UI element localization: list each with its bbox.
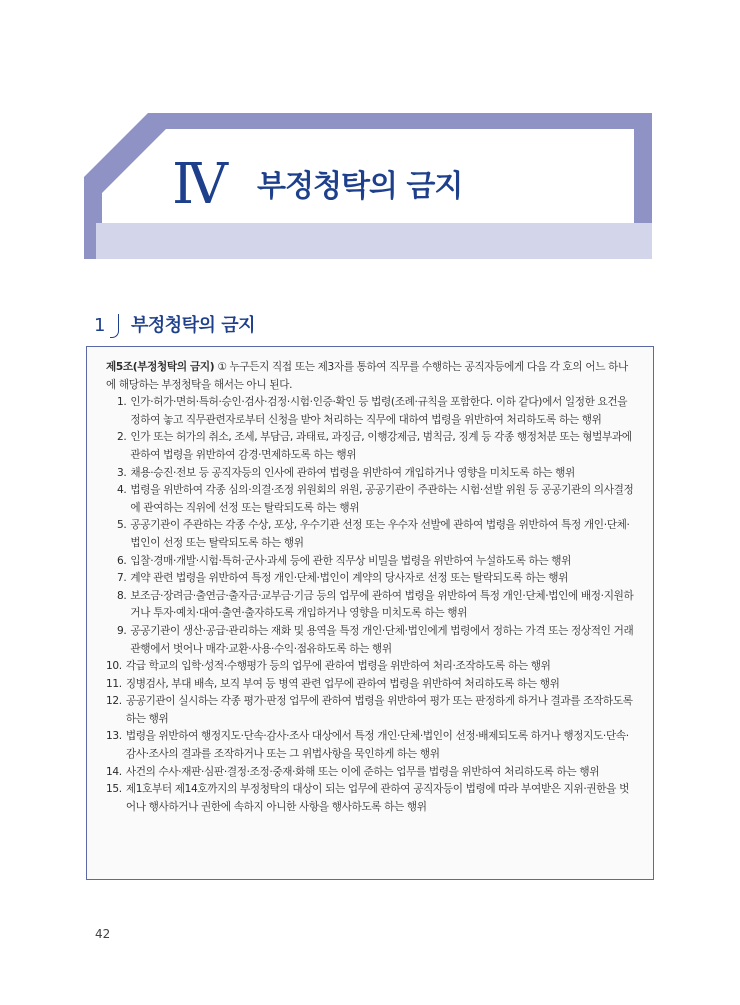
article-intro [106, 359, 637, 394]
article-item-text: 공공기관이 주관하는 각종 수상, 포상, 우수기관 선정 또는 우수자 선발에 관하여 법령을 위반하여 특정 개인·단체·법인이 선정 또는 탈락되도록 하는 행위 [130, 519, 630, 549]
section-number-bracket [110, 314, 119, 338]
article-item-number: 2. [117, 431, 127, 444]
article-item [106, 693, 637, 728]
banner-light-band [96, 223, 652, 259]
chapter-title: 부정청탁의 금지 [257, 169, 463, 204]
article-item-text: 사건의 수사·재판·심판·결정·조정·중재·화해 또는 이에 준하는 업무를 법령을 위반하여 처리하도록 하는 행위 [125, 765, 600, 778]
article-item-number: 13. [106, 730, 122, 743]
article-item-text: 인가 또는 허가의 취소, 조세, 부담금, 과태료, 과징금, 이행강제금, 범칙금, 징계 등 각종 행정처분 또는 형벌부과에 관하여 법령을 위반하여 감경·면제하도록 하는 행위 [130, 431, 632, 461]
article-item-number: 5. [117, 519, 127, 532]
article-item-number: 12. [106, 695, 122, 708]
article-item-text: 각급 학교의 입학·성적·수행평가 등의 업무에 관하여 법령을 위반하여 처리·조작하도록 하는 행위 [125, 660, 551, 673]
article-item-text: 법령을 위반하여 행정지도·단속·감사·조사 대상에서 특정 개인·단체·법인이 선정·배제되도록 하거나 행정지도·단속·감사·조사의 결과를 조작하거나 또는 그 위법사항을 묵인하게 하는 행위 [125, 730, 629, 761]
article-item [106, 623, 637, 658]
article-item-list [106, 394, 637, 816]
article-item-text: 공공기관이 생산·공급·관리하는 재화 및 용역을 특정 개인·단체·법인에게 법령에서 정하는 가격 또는 정상적인 거래관행에서 벗어나 매각·교환·사용·수익·점유하도록 하는 행위 [130, 624, 634, 655]
article-intro-text: ① 누구든지 직접 또는 제3자를 통하여 직무를 수행하는 공직자등에게 다음 각 호의 어느 하나에 해당하는 부정청탁을 해서는 아니 된다. [106, 361, 628, 391]
article-item-number: 10. [106, 660, 122, 673]
article-item [106, 517, 637, 552]
article-item-number: 11. [106, 677, 122, 690]
article-item-number: 4. [117, 484, 127, 497]
article-item-text: 채용·승진·전보 등 공직자등의 인사에 관하여 법령을 위반하여 개입하거나 영향을 미치도록 하는 행위 [130, 466, 575, 479]
article-item-text: 인가·허가·면허·특허·승인·검사·검정·시험·인증·확인 등 법령(조례·규칙을 포함한다. 이하 같다)에서 일정한 요건을 정하여 놓고 직무관련자로부터 신청을 받아 처리하는 직무에 대하여 법령을 위반하여 처리하도록 하는 행위 [130, 396, 628, 426]
article-item-number: 15. [106, 783, 122, 796]
article-item [106, 429, 637, 464]
page-number: 42 [95, 927, 111, 941]
article-item-number: 14. [106, 765, 122, 778]
article-item [106, 465, 637, 483]
article-item [106, 764, 637, 782]
article-item-text: 공공기관이 실시하는 각종 평가·판정 업무에 관하여 법령을 위반하여 평가 또는 판정하게 하거나 결과를 조작하도록 하는 행위 [125, 695, 633, 725]
law-article-box [86, 346, 654, 880]
article-item-number: 8. [117, 589, 127, 602]
article-item [106, 781, 637, 816]
article-item-number: 3. [117, 466, 127, 479]
article-item-text: 징병검사, 부대 배속, 보직 부여 등 병역 관련 업무에 관하여 법령을 위반하여 처리하도록 하는 행위 [125, 677, 560, 690]
article-item-number: 6. [117, 554, 127, 567]
article-item [106, 570, 637, 588]
article-item-text: 입찰·경매·개발·시험·특허·군사·과세 등에 관한 직무상 비밀을 법령을 위반하여 누설하도록 하는 행위 [130, 554, 572, 567]
article-item [106, 728, 637, 763]
article-item-text: 보조금·장려금·출연금·출자금·교부금·기금 등의 업무에 관하여 법령을 위반하여 특정 개인·단체·법인에 배정·지원하거나 투자·예치·대여·출연·출자하도록 개입하거나 영향을 미치도록 하는 행위 [130, 589, 634, 620]
article-item-text: 계약 관련 법령을 위반하여 특정 개인·단체·법인이 계약의 당사자로 선정 또는 탈락되도록 하는 행위 [130, 572, 569, 585]
section-title: 부정청탁의 금지 [131, 315, 255, 336]
article-item [106, 658, 637, 676]
article-item-number: 7. [117, 572, 127, 585]
article-item [106, 588, 637, 623]
article-item [106, 553, 637, 571]
article-item [106, 676, 637, 694]
article-item-number: 1. [117, 396, 127, 409]
article-item [106, 394, 637, 429]
article-heading: 제5조(부정청탁의 금지) [106, 361, 215, 373]
article-item [106, 482, 637, 517]
article-item-number: 9. [117, 624, 127, 637]
article-item-text: 제1호부터 제14호까지의 부정청탁의 대상이 되는 업무에 관하여 공직자등이 법령에 따라 부여받은 지위·권한을 벗어나 행사하거나 권한에 속하지 아니한 사항을 행사하도록 하는 행위 [125, 783, 629, 813]
article-item-text: 법령을 위반하여 각종 심의·의결·조정 위원회의 위원, 공공기관이 주관하는 시험·선발 위원 등 공공기관의 의사결정에 관여하는 직위에 선정 또는 탈락되도록 하는 행위 [130, 484, 634, 514]
section-number: 1 [94, 315, 106, 336]
chapter-numeral: Ⅳ [172, 152, 226, 217]
